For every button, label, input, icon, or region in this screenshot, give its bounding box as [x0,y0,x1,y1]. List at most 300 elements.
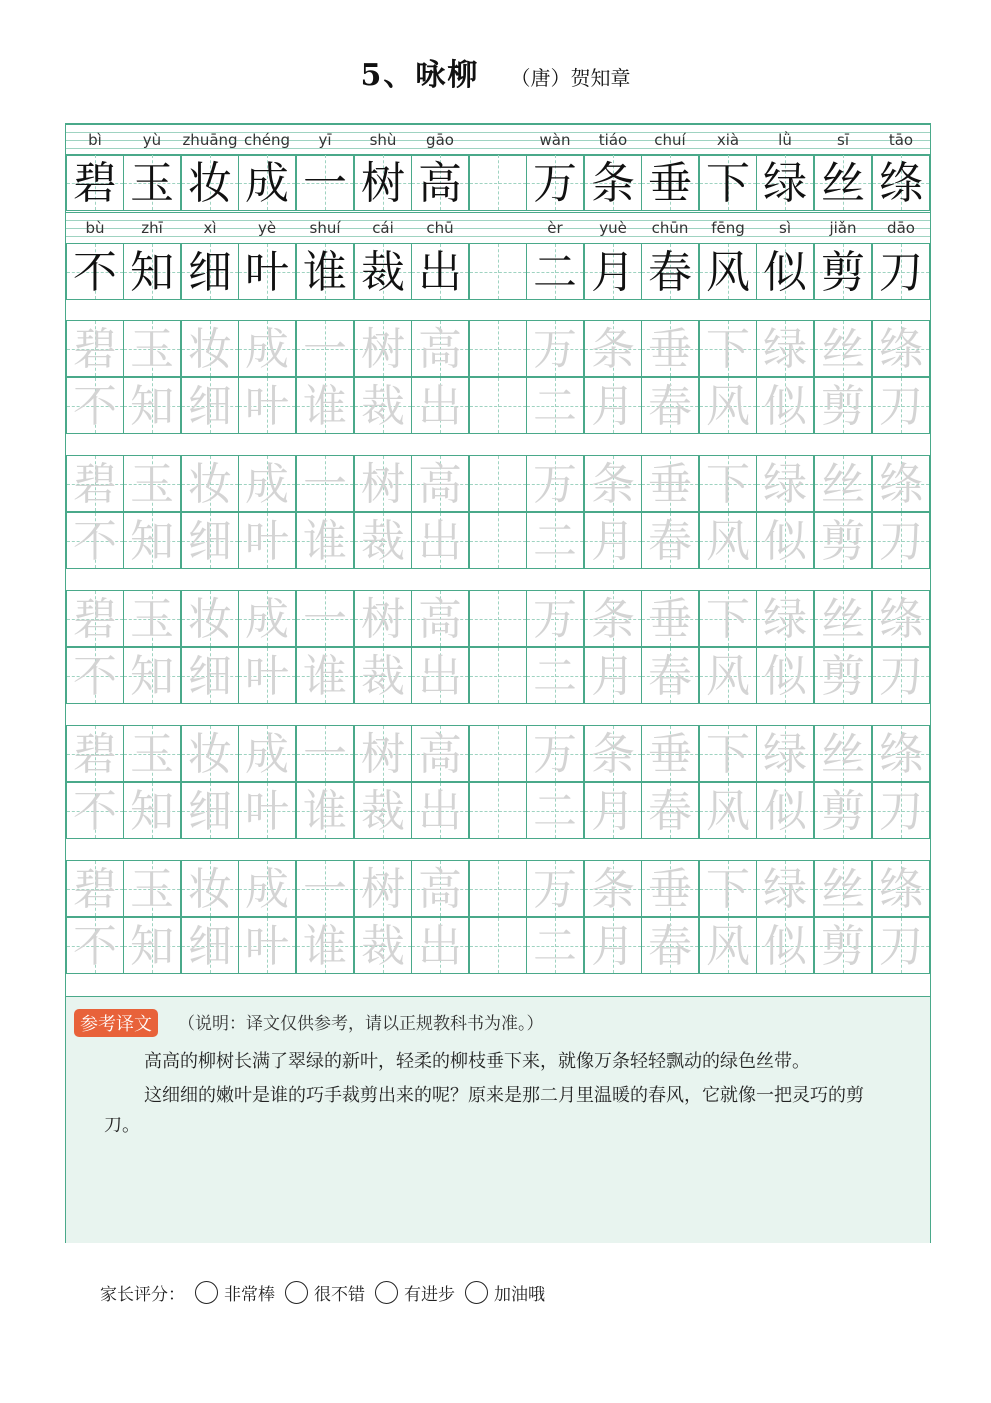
tianzige-cell[interactable] [66,725,124,782]
pinyin-syllable: tāo [888,131,914,149]
pinyin-syllable: sī [837,131,849,149]
tianzige-cell[interactable] [872,590,930,647]
model-character [470,244,526,299]
tianzige-cell[interactable] [66,455,124,512]
model-character: 妆 [188,158,232,209]
tianzige-cell[interactable] [238,320,296,377]
tianzige-cell[interactable] [354,590,412,647]
tianzige-cell[interactable] [814,377,872,434]
tracing-character: 玉 [130,324,174,375]
tianzige-cell[interactable] [238,647,296,704]
tracing-character: 绦 [879,594,923,645]
writing-grid-sheet [65,123,931,1243]
tianzige-cell[interactable] [584,782,642,839]
tianzige-cell[interactable] [238,377,296,434]
tracing-character: 丝 [821,864,865,915]
tianzige-cell [526,154,584,211]
tianzige-cell[interactable] [584,917,642,974]
tianzige-cell[interactable] [181,590,239,647]
tianzige-cell[interactable] [354,377,412,434]
tianzige-cell[interactable] [641,455,699,512]
tianzige-cell [756,154,814,211]
tianzige-cell[interactable] [296,377,354,434]
tianzige-cell[interactable] [526,512,584,569]
tracing-character: 妆 [188,729,232,780]
tianzige-cell[interactable] [526,320,584,377]
tracing-character: 一 [303,864,347,915]
tianzige-cell[interactable] [66,320,124,377]
tracing-character: 条 [591,324,635,375]
tianzige-cell[interactable] [238,860,296,917]
tracing-character: 细 [188,921,232,972]
tracing-character: 碧 [73,864,117,915]
model-character: 不 [73,247,117,298]
tracing-character: 月 [591,786,635,837]
parent-rating [100,1280,545,1305]
tianzige-cell[interactable] [296,590,354,647]
tracing-character: 知 [130,786,174,837]
rating-option-keep-going[interactable]: 加油哦 [465,1280,545,1305]
tianzige-cell [354,243,412,300]
poem-title: 5、咏柳 [360,58,480,93]
tracing-character: 二 [533,381,577,432]
rating-option-good[interactable]: 很不错 [285,1280,365,1305]
pinyin-syllable: shù [369,131,397,149]
tianzige-cell[interactable] [814,782,872,839]
tianzige-cell[interactable] [469,512,527,569]
tianzige-cell[interactable] [354,782,412,839]
tianzige-cell[interactable] [526,455,584,512]
tracing-character: 不 [73,921,117,972]
tianzige-cell[interactable] [584,647,642,704]
tracing-character-row [66,782,930,839]
tianzige-cell[interactable] [296,455,354,512]
model-character: 高 [418,158,462,209]
tianzige-cell[interactable] [238,512,296,569]
tianzige-cell[interactable] [584,860,642,917]
tracing-character: 春 [648,921,692,972]
tianzige-cell[interactable] [814,590,872,647]
radio-circle-icon[interactable] [285,1281,308,1304]
pinyin-syllable: shuí [309,219,341,237]
tianzige-cell[interactable] [699,377,757,434]
tianzige-cell[interactable] [181,647,239,704]
tianzige-cell[interactable] [469,647,527,704]
tianzige-cell[interactable] [354,860,412,917]
tianzige-cell[interactable] [641,377,699,434]
tracing-character [470,321,526,376]
tracing-character: 妆 [188,324,232,375]
tianzige-cell [411,243,469,300]
tracing-character: 月 [591,921,635,972]
tianzige-cell[interactable] [469,860,527,917]
tianzige-cell[interactable] [872,860,930,917]
tianzige-cell[interactable] [411,647,469,704]
pinyin-syllable: jiǎn [829,219,857,237]
tianzige-cell[interactable] [641,590,699,647]
tianzige-cell[interactable] [526,860,584,917]
tianzige-cell[interactable] [872,320,930,377]
pinyin-syllable: bì [88,131,102,149]
tianzige-cell[interactable] [526,725,584,782]
tianzige-cell[interactable] [641,860,699,917]
tracing-character: 风 [706,786,750,837]
tianzige-cell[interactable] [526,782,584,839]
tianzige-cell[interactable] [123,377,181,434]
tracing-character: 垂 [648,729,692,780]
tracing-character: 春 [648,381,692,432]
tianzige-cell[interactable] [123,917,181,974]
tracing-character: 裁 [361,651,405,702]
pinyin-syllable: yuè [599,219,627,237]
pinyin-row [66,212,930,244]
tianzige-cell[interactable] [296,512,354,569]
pinyin-syllable: zhuāng [182,131,238,149]
tracing-character: 万 [533,324,577,375]
tracing-character: 风 [706,381,750,432]
tracing-character: 细 [188,786,232,837]
tracing-character: 裁 [361,381,405,432]
tianzige-cell[interactable] [584,377,642,434]
tianzige-cell[interactable] [469,782,527,839]
tracing-character: 条 [591,864,635,915]
tracing-character: 垂 [648,594,692,645]
tianzige-cell[interactable] [584,590,642,647]
tianzige-cell[interactable] [411,860,469,917]
model-character: 剪 [821,247,865,298]
model-character: 叶 [245,247,289,298]
tracing-character-row [66,647,930,704]
tianzige-cell[interactable] [814,860,872,917]
tianzige-cell[interactable] [814,320,872,377]
tianzige-cell[interactable] [756,725,814,782]
tianzige-cell [66,154,124,211]
tianzige-cell[interactable] [296,647,354,704]
tianzige-cell[interactable] [872,782,930,839]
tracing-character: 风 [706,921,750,972]
tracing-character: 剪 [821,381,865,432]
tianzige-cell[interactable] [123,320,181,377]
rating-option-excellent[interactable]: 非常棒 [195,1280,275,1305]
tianzige-cell[interactable] [238,917,296,974]
tracing-character: 条 [591,459,635,510]
tianzige-cell[interactable] [699,782,757,839]
pinyin-syllable: lǜ [778,131,792,149]
tianzige-cell[interactable] [123,455,181,512]
tianzige-cell[interactable] [756,512,814,569]
tianzige-cell[interactable] [814,647,872,704]
model-character: 条 [591,158,635,209]
pinyin-syllable: cái [372,219,394,237]
pinyin-syllable: gāo [426,131,454,149]
tianzige-cell[interactable] [756,647,814,704]
tracing-character: 玉 [130,729,174,780]
poem-author: （唐）贺知章 [510,66,631,90]
tianzige-cell[interactable] [872,512,930,569]
tracing-character [470,783,526,838]
tianzige-cell[interactable] [354,647,412,704]
tianzige-cell[interactable] [238,782,296,839]
tianzige-cell[interactable] [756,917,814,974]
tianzige-cell[interactable] [584,455,642,512]
tianzige-cell[interactable] [296,782,354,839]
tracing-character: 成 [245,459,289,510]
model-character: 月 [591,247,635,298]
tianzige-cell [584,243,642,300]
tianzige-cell[interactable] [641,512,699,569]
tianzige-cell[interactable] [641,782,699,839]
tianzige-cell[interactable] [526,647,584,704]
tracing-character: 树 [361,459,405,510]
tianzige-cell[interactable] [354,320,412,377]
pinyin-syllable: bù [85,219,105,237]
tianzige-cell[interactable] [181,860,239,917]
tianzige-cell[interactable] [699,590,757,647]
tracing-character: 碧 [73,729,117,780]
tracing-character: 一 [303,594,347,645]
model-character: 成 [245,158,289,209]
tianzige-cell[interactable] [411,725,469,782]
tianzige-cell[interactable] [872,725,930,782]
tianzige-cell[interactable] [123,647,181,704]
tianzige-cell [354,154,412,211]
tracing-character: 谁 [303,921,347,972]
tianzige-cell[interactable] [526,377,584,434]
model-character: 一 [303,158,347,209]
tianzige-cell[interactable] [756,455,814,512]
tracing-character: 树 [361,594,405,645]
tracing-character-row [66,917,930,974]
tianzige-cell[interactable] [123,782,181,839]
model-character: 碧 [73,158,117,209]
model-character: 绦 [879,158,923,209]
tracing-character: 刀 [879,651,923,702]
tianzige-cell[interactable] [699,725,757,782]
tianzige-cell[interactable] [66,782,124,839]
tianzige-cell[interactable] [66,860,124,917]
model-character: 绿 [763,158,807,209]
tianzige-cell[interactable] [756,377,814,434]
tianzige-cell[interactable] [469,320,527,377]
tracing-character: 出 [418,516,462,567]
radio-circle-icon[interactable] [195,1281,218,1304]
radio-circle-icon[interactable] [375,1281,398,1304]
translation-tag: 参考译文 [74,1009,158,1037]
tracing-character: 似 [763,651,807,702]
tracing-character-row [66,590,930,647]
tianzige-cell[interactable] [872,647,930,704]
tianzige-cell[interactable] [66,647,124,704]
tianzige-cell[interactable] [699,917,757,974]
tianzige-cell[interactable] [354,455,412,512]
tracing-character: 知 [130,381,174,432]
tianzige-cell[interactable] [354,512,412,569]
model-character: 玉 [130,158,174,209]
pinyin-syllable: chūn [651,219,689,237]
tracing-character: 碧 [73,594,117,645]
tracing-character: 碧 [73,324,117,375]
model-character: 万 [533,158,577,209]
tracing-character: 万 [533,459,577,510]
model-character: 出 [418,247,462,298]
tianzige-cell[interactable] [699,320,757,377]
tianzige-cell[interactable] [411,320,469,377]
tracing-character-row [66,725,930,782]
tianzige-cell[interactable] [181,455,239,512]
tianzige-cell[interactable] [123,725,181,782]
tianzige-cell[interactable] [296,320,354,377]
tianzige-cell[interactable] [238,455,296,512]
tianzige-cell[interactable] [526,590,584,647]
tianzige-cell[interactable] [699,455,757,512]
tracing-character: 剪 [821,651,865,702]
tracing-character: 叶 [245,786,289,837]
model-character [470,155,526,210]
tracing-character [470,861,526,916]
tracing-character: 不 [73,651,117,702]
tracing-character: 刀 [879,381,923,432]
tianzige-cell[interactable] [181,917,239,974]
tianzige-cell[interactable] [181,725,239,782]
tracing-character: 垂 [648,459,692,510]
model-character: 知 [130,247,174,298]
tracing-character: 谁 [303,651,347,702]
pinyin-syllable: tiáo [598,131,628,149]
tianzige-cell[interactable] [296,725,354,782]
tianzige-cell[interactable] [526,917,584,974]
tianzige-cell[interactable] [814,455,872,512]
tianzige-cell [296,243,354,300]
tianzige-cell[interactable] [584,725,642,782]
tracing-character-row [66,860,930,917]
tianzige-cell[interactable] [469,917,527,974]
tracing-character: 妆 [188,594,232,645]
tianzige-cell[interactable] [872,377,930,434]
tracing-character: 绿 [763,459,807,510]
rating-option-progress[interactable]: 有进步 [375,1280,455,1305]
tianzige-cell[interactable] [411,512,469,569]
tianzige-cell[interactable] [814,917,872,974]
tianzige-cell[interactable] [756,590,814,647]
tianzige-cell[interactable] [354,917,412,974]
tianzige-cell[interactable] [756,782,814,839]
tianzige-cell[interactable] [699,860,757,917]
model-character: 谁 [303,247,347,298]
tracing-character: 似 [763,786,807,837]
tianzige-cell[interactable] [872,455,930,512]
tianzige-cell [872,154,930,211]
tracing-character [470,378,526,433]
tracing-character: 下 [706,324,750,375]
tianzige-cell[interactable] [641,917,699,974]
tianzige-cell[interactable] [411,377,469,434]
tianzige-cell[interactable] [296,917,354,974]
tianzige-cell[interactable] [756,320,814,377]
tianzige-cell [814,154,872,211]
tianzige-cell[interactable] [411,782,469,839]
tianzige-cell [296,154,354,211]
tracing-character: 月 [591,516,635,567]
tianzige-cell[interactable] [872,917,930,974]
tianzige-cell[interactable] [641,320,699,377]
pinyin-syllable: wàn [539,131,571,149]
tianzige-cell [181,154,239,211]
tracing-character: 绿 [763,729,807,780]
tianzige-cell[interactable] [181,377,239,434]
tianzige-cell[interactable] [469,455,527,512]
pinyin-row [66,124,930,156]
tianzige-cell[interactable] [469,725,527,782]
tianzige-cell[interactable] [66,917,124,974]
tianzige-cell[interactable] [181,782,239,839]
tracing-character: 细 [188,651,232,702]
radio-circle-icon[interactable] [465,1281,488,1304]
tracing-character: 妆 [188,459,232,510]
tianzige-cell[interactable] [181,512,239,569]
tianzige-cell[interactable] [354,725,412,782]
tracing-character: 丝 [821,594,865,645]
tianzige-cell[interactable] [584,512,642,569]
tianzige-cell[interactable] [238,590,296,647]
tracing-character: 成 [245,594,289,645]
tianzige-cell[interactable] [411,455,469,512]
pinyin-syllable: èr [547,219,563,237]
tianzige-cell[interactable] [123,590,181,647]
tracing-character: 一 [303,459,347,510]
tianzige-cell[interactable] [411,917,469,974]
tianzige-cell[interactable] [469,377,527,434]
tianzige-cell [238,243,296,300]
tianzige-cell[interactable] [123,512,181,569]
tianzige-cell[interactable] [238,725,296,782]
tianzige-cell[interactable] [66,512,124,569]
tracing-character: 绿 [763,324,807,375]
tianzige-cell[interactable] [66,590,124,647]
tianzige-cell[interactable] [641,647,699,704]
tracing-character: 成 [245,729,289,780]
tianzige-cell [123,243,181,300]
tracing-character: 垂 [648,324,692,375]
pinyin-syllable: zhī [141,219,163,237]
tianzige-cell[interactable] [123,860,181,917]
tracing-character: 玉 [130,594,174,645]
tianzige-cell[interactable] [814,512,872,569]
tracing-character: 刀 [879,516,923,567]
tianzige-cell[interactable] [296,860,354,917]
tianzige-cell[interactable] [814,725,872,782]
tracing-character: 叶 [245,516,289,567]
tianzige-cell[interactable] [756,860,814,917]
tianzige-cell[interactable] [584,320,642,377]
tracing-character: 下 [706,864,750,915]
tianzige-cell [469,154,527,211]
pinyin-syllable [469,125,527,155]
tianzige-cell [641,243,699,300]
tianzige-cell [181,243,239,300]
tianzige-cell[interactable] [411,590,469,647]
tracing-character: 下 [706,594,750,645]
tianzige-cell[interactable] [699,647,757,704]
pinyin-syllable: chéng [243,131,290,149]
tianzige-cell[interactable] [66,377,124,434]
tianzige-cell[interactable] [469,590,527,647]
pinyin-syllable [469,213,527,243]
tianzige-cell[interactable] [641,725,699,782]
model-character: 下 [706,158,750,209]
tracing-character: 细 [188,516,232,567]
tianzige-cell[interactable] [699,512,757,569]
tianzige-cell[interactable] [181,320,239,377]
